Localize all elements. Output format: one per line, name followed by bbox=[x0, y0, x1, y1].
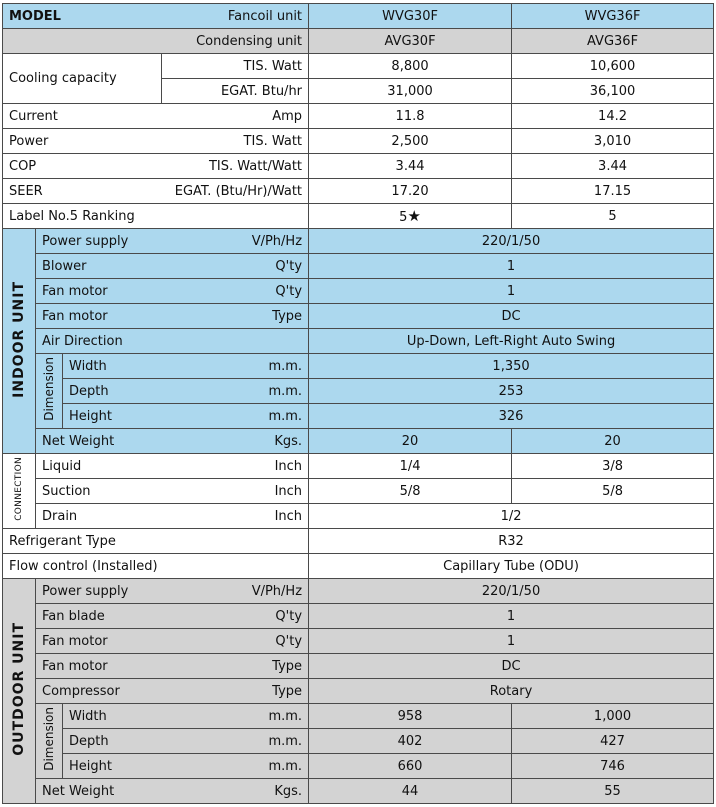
indoor-depth-label: Depth bbox=[69, 383, 109, 399]
refrigerant-row bbox=[3, 529, 714, 554]
outdoor-width-value: 958 bbox=[309, 704, 512, 729]
seer-value: 17.15 bbox=[512, 179, 714, 204]
seer-row bbox=[3, 179, 714, 204]
outdoor-net-weight-label: Net Weight bbox=[42, 783, 115, 799]
outdoor-height-value: 746 bbox=[512, 754, 714, 779]
current-unit: Amp bbox=[272, 108, 303, 124]
seer-value: 17.20 bbox=[309, 179, 512, 204]
outdoor-dimension-label: Dimension bbox=[36, 704, 63, 779]
suction-value: 5/8 bbox=[512, 479, 714, 504]
outdoor-fan-motor-type-value: DC bbox=[309, 654, 714, 679]
star-icon: ★ bbox=[407, 207, 421, 225]
connection-suction-row bbox=[3, 479, 714, 504]
indoor-power-supply-value: 220/1/50 bbox=[309, 229, 714, 254]
cop-label: COP bbox=[9, 158, 37, 174]
fancoil-model-2: WVG36F bbox=[512, 4, 714, 29]
condensing-model-2: AVG36F bbox=[512, 29, 714, 54]
cooling-capacity-value: 36,100 bbox=[512, 79, 714, 104]
compressor-value: Rotary bbox=[309, 679, 714, 704]
suction-label: Suction bbox=[42, 483, 91, 499]
indoor-fan-motor-type-value: DC bbox=[309, 304, 714, 329]
power-value: 3,010 bbox=[512, 129, 714, 154]
indoor-fan-motor-type-row bbox=[3, 304, 714, 329]
cooling-capacity-row-1 bbox=[3, 54, 714, 79]
fancoil-label: Fancoil unit bbox=[227, 8, 303, 24]
outdoor-height-label: Height bbox=[69, 758, 112, 774]
suction-value: 5/8 bbox=[309, 479, 512, 504]
outdoor-width-label: Width bbox=[69, 708, 107, 724]
condensing-label: Condensing unit bbox=[3, 29, 309, 54]
outdoor-fan-blade-unit: Q'ty bbox=[275, 608, 303, 624]
cooling-capacity-label: Cooling capacity bbox=[3, 54, 162, 104]
outdoor-depth-value: 427 bbox=[512, 729, 714, 754]
indoor-depth-unit: m.m. bbox=[268, 383, 303, 399]
header-row-condensing bbox=[3, 29, 714, 54]
header-cell bbox=[3, 4, 309, 29]
indoor-height-unit: m.m. bbox=[268, 408, 303, 424]
outdoor-height-unit: m.m. bbox=[268, 758, 303, 774]
drain-unit: Inch bbox=[274, 508, 303, 524]
flow-control-label: Flow control (Installed) bbox=[3, 554, 309, 579]
flow-control-value: Capillary Tube (ODU) bbox=[309, 554, 714, 579]
flow-control-row bbox=[3, 554, 714, 579]
outdoor-power-supply-unit: V/Ph/Hz bbox=[251, 583, 303, 599]
outdoor-depth-row bbox=[3, 729, 714, 754]
refrigerant-value: R32 bbox=[309, 529, 714, 554]
connection-section-label: CONNECTION bbox=[3, 454, 36, 529]
indoor-power-supply-unit: V/Ph/Hz bbox=[251, 233, 303, 249]
indoor-width-label: Width bbox=[69, 358, 107, 374]
indoor-air-direction-label: Air Direction bbox=[36, 329, 309, 354]
current-value: 11.8 bbox=[309, 104, 512, 129]
cooling-capacity-unit-2: EGAT. Btu/hr bbox=[162, 79, 309, 104]
label-ranking-value: 5★ bbox=[309, 204, 512, 229]
indoor-net-weight-value: 20 bbox=[309, 429, 512, 454]
indoor-unit-section-label: INDOOR UNIT bbox=[3, 229, 36, 454]
outdoor-fan-motor-label: Fan motor bbox=[42, 658, 108, 674]
outdoor-width-value: 1,000 bbox=[512, 704, 714, 729]
outdoor-fan-motor-qty-row bbox=[3, 629, 714, 654]
outdoor-width-row bbox=[3, 704, 714, 729]
liquid-label: Liquid bbox=[42, 458, 82, 474]
cooling-capacity-value: 10,600 bbox=[512, 54, 714, 79]
outdoor-net-weight-value: 55 bbox=[512, 779, 714, 804]
indoor-power-supply-label: Power supply bbox=[42, 233, 129, 249]
outdoor-unit-section-label: OUTDOOR UNIT bbox=[3, 579, 36, 804]
indoor-width-row bbox=[3, 354, 714, 379]
indoor-net-weight-value: 20 bbox=[512, 429, 714, 454]
drain-value: 1/2 bbox=[309, 504, 714, 529]
power-row bbox=[3, 129, 714, 154]
outdoor-power-supply-value: 220/1/50 bbox=[309, 579, 714, 604]
current-label: Current bbox=[9, 108, 58, 124]
outdoor-fan-motor-unit: Q'ty bbox=[275, 633, 303, 649]
model-label: MODEL bbox=[9, 8, 61, 24]
outdoor-fan-blade-value: 1 bbox=[309, 604, 714, 629]
outdoor-depth-unit: m.m. bbox=[268, 733, 303, 749]
cop-value: 3.44 bbox=[309, 154, 512, 179]
indoor-blower-label: Blower bbox=[42, 258, 87, 274]
outdoor-power-supply-row bbox=[3, 579, 714, 604]
outdoor-power-supply-label: Power supply bbox=[42, 583, 129, 599]
seer-label: SEER bbox=[9, 183, 43, 199]
compressor-unit: Type bbox=[272, 683, 303, 699]
outdoor-depth-label: Depth bbox=[69, 733, 109, 749]
outdoor-compressor-row bbox=[3, 679, 714, 704]
connection-liquid-row bbox=[3, 454, 714, 479]
indoor-depth-value: 253 bbox=[309, 379, 714, 404]
label-ranking-value: 5 bbox=[512, 204, 714, 229]
indoor-fan-motor-type-unit: Type bbox=[272, 308, 303, 324]
cop-value: 3.44 bbox=[512, 154, 714, 179]
outdoor-width-unit: m.m. bbox=[268, 708, 303, 724]
spec-table bbox=[2, 3, 714, 804]
header-row-fancoil bbox=[3, 4, 714, 29]
indoor-power-supply-row bbox=[3, 229, 714, 254]
liquid-value: 1/4 bbox=[309, 454, 512, 479]
compressor-label: Compressor bbox=[42, 683, 120, 699]
outdoor-fan-motor-label: Fan motor bbox=[42, 633, 108, 649]
outdoor-fan-blade-label: Fan blade bbox=[42, 608, 105, 624]
suction-unit: Inch bbox=[274, 483, 303, 499]
connection-drain-row bbox=[3, 504, 714, 529]
indoor-height-row bbox=[3, 404, 714, 429]
current-value: 14.2 bbox=[512, 104, 714, 129]
indoor-fan-motor-label: Fan motor bbox=[42, 283, 108, 299]
label-ranking-label: Label No.5 Ranking bbox=[3, 204, 309, 229]
outdoor-net-weight-unit: Kgs. bbox=[274, 783, 303, 799]
liquid-value: 3/8 bbox=[512, 454, 714, 479]
outdoor-net-weight-row bbox=[3, 779, 714, 804]
indoor-air-direction-row bbox=[3, 329, 714, 354]
indoor-fan-motor-unit: Q'ty bbox=[275, 283, 303, 299]
indoor-width-value: 1,350 bbox=[309, 354, 714, 379]
indoor-width-unit: m.m. bbox=[268, 358, 303, 374]
cop-row bbox=[3, 154, 714, 179]
seer-unit: EGAT. (Btu/Hr)/Watt bbox=[174, 183, 303, 199]
outdoor-height-value: 660 bbox=[309, 754, 512, 779]
label-ranking-row bbox=[3, 204, 714, 229]
indoor-blower-row bbox=[3, 254, 714, 279]
outdoor-fan-blade-row bbox=[3, 604, 714, 629]
fancoil-model-1: WVG30F bbox=[309, 4, 512, 29]
indoor-blower-unit: Q'ty bbox=[275, 258, 303, 274]
indoor-depth-row bbox=[3, 379, 714, 404]
drain-label: Drain bbox=[42, 508, 78, 524]
indoor-net-weight-unit: Kgs. bbox=[274, 433, 303, 449]
indoor-blower-value: 1 bbox=[309, 254, 714, 279]
indoor-net-weight-label: Net Weight bbox=[42, 433, 115, 449]
indoor-air-direction-value: Up-Down, Left-Right Auto Swing bbox=[309, 329, 714, 354]
outdoor-net-weight-value: 44 bbox=[309, 779, 512, 804]
outdoor-depth-value: 402 bbox=[309, 729, 512, 754]
liquid-unit: Inch bbox=[274, 458, 303, 474]
indoor-height-label: Height bbox=[69, 408, 112, 424]
refrigerant-label: Refrigerant Type bbox=[3, 529, 309, 554]
outdoor-fan-motor-qty-value: 1 bbox=[309, 629, 714, 654]
cooling-capacity-value: 8,800 bbox=[309, 54, 512, 79]
indoor-fan-motor-qty-value: 1 bbox=[309, 279, 714, 304]
outdoor-fan-motor-type-row bbox=[3, 654, 714, 679]
outdoor-height-row bbox=[3, 754, 714, 779]
power-value: 2,500 bbox=[309, 129, 512, 154]
indoor-fan-motor-qty-row bbox=[3, 279, 714, 304]
power-unit: TIS. Watt bbox=[243, 133, 303, 149]
power-label: Power bbox=[9, 133, 49, 149]
condensing-model-1: AVG30F bbox=[309, 29, 512, 54]
indoor-height-value: 326 bbox=[309, 404, 714, 429]
outdoor-fan-motor-type-unit: Type bbox=[272, 658, 303, 674]
indoor-fan-motor-label: Fan motor bbox=[42, 308, 108, 324]
cop-unit: TIS. Watt/Watt bbox=[208, 158, 303, 174]
indoor-net-weight-row bbox=[3, 429, 714, 454]
indoor-dimension-label: Dimension bbox=[36, 354, 63, 429]
cooling-capacity-unit-1: TIS. Watt bbox=[162, 54, 309, 79]
cooling-capacity-value: 31,000 bbox=[309, 79, 512, 104]
current-row bbox=[3, 104, 714, 129]
